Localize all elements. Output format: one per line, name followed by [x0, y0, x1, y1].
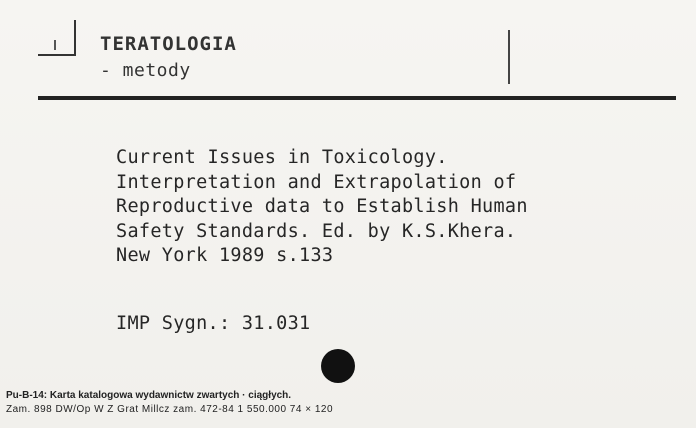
horizontal-rule: [38, 96, 676, 100]
entry-line: Interpretation and Extrapolation of: [116, 171, 517, 193]
subject-heading: TERATOLOGIA: [100, 33, 237, 55]
bibliographic-entry: [116, 146, 528, 269]
subject-subheading: - metody: [100, 60, 191, 81]
printer-footer-line: Zam. 898 DW/Op W Z Grat Millcz zam. 472-84 1 550.000 74 × 120: [6, 404, 334, 415]
vertical-rule: [508, 30, 510, 84]
entry-line: New York 1989 s.133: [116, 245, 334, 266]
corner-tick: [54, 40, 56, 50]
printer-footer-line: Pu-B-14: Karta katalogowa wydawnictw zwartych · ciągłych.: [6, 390, 292, 401]
corner-frame: [38, 20, 76, 56]
entry-line: Reproductive data to Establish Human: [116, 196, 528, 217]
call-number: IMP Sygn.: 31.031: [116, 313, 311, 334]
punch-hole: [321, 349, 355, 383]
entry-line: Current Issues in Toxicology.: [116, 147, 448, 168]
entry-line: Safety Standards. Ed. by K.S.Khera.: [116, 220, 517, 242]
